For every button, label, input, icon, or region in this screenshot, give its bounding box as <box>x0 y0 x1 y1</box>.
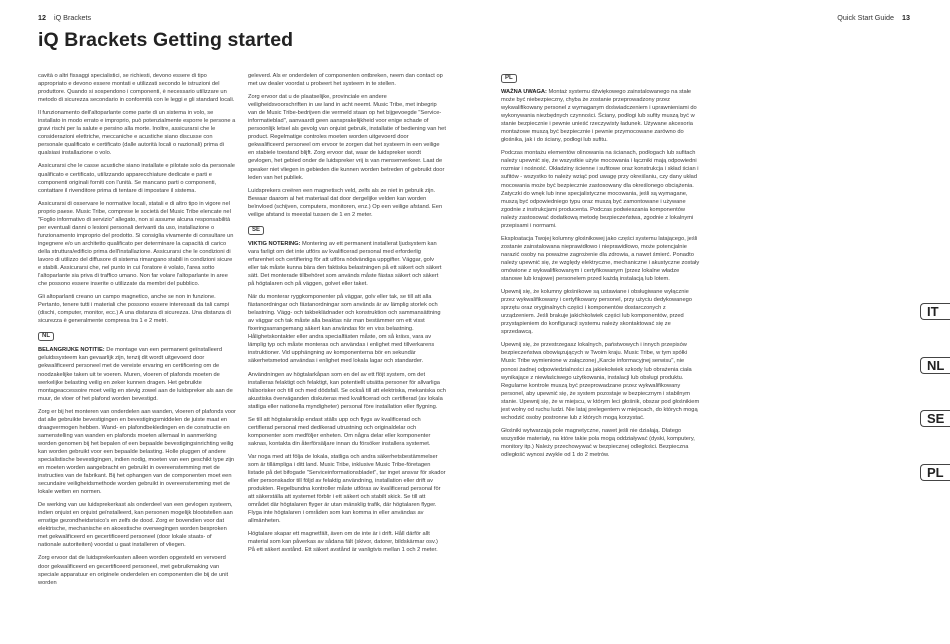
left-page-number: 12 <box>38 13 46 22</box>
paragraph <box>501 88 701 144</box>
paragraph: Głośniki wytwarzają pole magnetyczne, nawet jeśli nie działają. Dlatego wszystkie materiały, na które takie pola mogą oddziaływać (dyski, komputery, monitory itp.) Należy przechowywać w bezpiecznej odległości. Bezpieczna odległość wynosi zwykle od 1 do 2 metrów. <box>501 427 695 458</box>
paragraph: Upewnij się, że kolumny głośnikowe są ustawiane i obsługiwane wyłącznie przez wykwalifikowany i certyfikowany personel, przy użyciu dedykowanego sprzętu oraz oryginalnych części i komponentów dostarczonych z urządzeniem. Jeśli brakuje jakichkolwiek części lub komponentów, przed przystąpieniem do konfiguracji systemu należy skontaktować się ze sprzedawcą. <box>501 289 692 336</box>
paragraph: cavità o altri fissaggi specialistici, se richiesti, devono essere di tipo appropriato e devono essere montati e utilizzati secondo le istruzioni del produttore. Quando si sospendono i componenti, è necessario utilizzare un metodo di sicurezza secondario in conformità con le leggi e gli standard locali. <box>38 73 235 104</box>
paragraph-text: De montage van een permanent geïnstalleerd geluidssysteem kan gevaarlijk zijn, tenzij dit wordt uitgevoerd door gekwalificeerd personeel met de vereiste ervaring en certificering om de noodzakelijke taken uit te voeren. Muren, vloeren of plafonds moeten de werkelijke belasting veilig en zeker kunnen dragen. Het gebruikte montageaccessoire moet veilig en stevig zowel aan de luidspreker als aan de muur, de vloer of het plafond worden bevestigd. <box>38 347 233 402</box>
language-tag-pl: PL <box>501 74 517 83</box>
paragraph: Il funzionamento dell'altoparlante come parte di un sistema in volo, se installato in modo errato e improprio, può potenzialmente esporre le persone a gravi rischi per la salute e persino alla morte. Inoltre, assicurarsi che le considerazioni elettriche, meccaniche e acustiche siano discusse con personale qualificato e certificato (dalle autorità locali o nazionali) prima di qualsiasi installazione o volo. <box>38 110 236 157</box>
paragraph: Högtalare skapar ett magnetfält, även om de inte är i drift. Håll därför allt material som kan påverkas av sådana fält (skivor, datorer, bildskärmar osv.) På ett säkert avstånd. Ett säkert avstånd är vanligtvis mellan 1 och 2 meter. <box>248 531 438 554</box>
paragraph <box>38 346 236 402</box>
column-3 <box>501 72 701 464</box>
paragraph: Zorg ervoor dat de luidsprekerkasten alleen worden opgesteld en vervoerd door gekwalificeerd en gecertificeerd personeel, met gebruikmaking van speciale apparatuur en originele onderdelen en componenten die bij de unit worden <box>38 555 229 586</box>
page-title: iQ Brackets Getting started <box>38 29 294 51</box>
important-note-label: VIKTIG NOTERING: <box>248 240 301 247</box>
paragraph: Upewnij się, że przestrzegasz lokalnych, państwowych i innych przepisów bezpieczeństwa obowiązujących w Twoim kraju. Music Tribe, w tym spółki Music Tribe wymienione w załączonej „Karcie informacyjnej serwisu", nie ponosi żadnej odpowiedzialności za jakiekolwiek szkody lub obrażenia ciała wynikające z niewłaściwego użytkowania, instalacji lub obsługi produktu. Regularne kontrole muszą być przeprowadzane przez wykwalifikowany personel, aby upewnić się, że system pozostaje w bezpiecznym i stabilnym stanie. Upewnij się, że w miejscu, w którym leci głośnik, obszar pod głośnikiem jest wolny od ruchu ludzi. Nie lataj prelegentem w miejscach, do których mogą wchodzić osoby postronne lub z których mogą korzystać. <box>501 342 700 421</box>
paragraph: Se till att högtalarskåp endast ställs upp och flygs av kvalificerad och certifierad personal med dedikerad utrustning och originaldelar och komponenter som medföljer enheten. Om några delar eller komponenter saknas, kontakta din återförsäljare innan du försöker installera systemet. <box>248 416 431 447</box>
language-tab-it[interactable]: IT <box>920 303 950 320</box>
left-header-title: iQ Brackets <box>54 13 92 22</box>
right-page-number: 13 <box>902 13 910 22</box>
right-page-header <box>837 13 910 22</box>
paragraph: När du monterar ryggkomponenter på väggar, golv eller tak, se till att alla fästanordningar och fästanordningar som används är av lämplig storlek och belastning. Vägg- och takbeklädnader och konstruktion och sammansättning av väggar och tak måste alla beaktas när man bestämmer om ett visst fixeringsarrangemang säkert kan användas för en viss belastning. Hålighetskontakter eller andra specialfästen måste, om så krävs, vara av lämplig typ och måste monteras och användas i enlighet med tillverkarens instruktioner. Vid upphängning av komponenterna bör en sekundär säkerhetsmetod användas i enlighet med lokala lagar och standarder. <box>248 294 441 365</box>
paragraph-text: Montering av ett permanent installerat ljudsystem kan vara farligt om det inte utförs av kvalificerad personal med erforderlig erfarenhet och certifiering för att utföra nödvändiga uppgifter. Väggar, golv eller tak måste kunna bära den faktiska belastningen på ett säkert och säkert sätt. Det monterade tillbehöret som används måste fästas säkert och säkert på högtalaren och på väggen, golvet eller taket. <box>248 240 442 288</box>
paragraph-text: Montaż systemu dźwiękowego zainstalowanego na stałe może być niebezpieczny, chyba że zostanie przeprowadzony przez wykwalifikowany personel z wymaganym doświadczeniem i uprawnieniami do wykonywania niezbędnych czynności. Ściany, podłogi lub sufity muszą być w stanie bezpiecznie i pewnie unieść rzeczywisty ładunek. Używane akcesoria montażowe muszą być bezpiecznie i pewnie przymocowane zarówno do głośnika, jak i do ściany, podłogi lub sufitu. <box>501 89 697 144</box>
language-tab-se[interactable]: SE <box>920 410 950 427</box>
column-1 <box>38 72 236 592</box>
paragraph: Podczas montażu elementów olinowania na ścianach, podłogach lub sufitach należy upewnić się, że wszystkie użyte mocowania i łączniki mają odpowiedni rozmiar i nośność. Okładziny ścienne i sufitowe oraz konstrukcja i skład ścian i sufitów - wszystko to należy wziąć pod uwagę przy określaniu, czy dany układ mocowania może być bezpiecznie zastosowany dla określonego obciążenia. Zatyczki do wnęk lub inne specjalistyczne mocowania, jeśli są wymagane, muszą być odpowiedniego typu oraz muszą być zamontowane i używane zgodnie z instrukcjami producenta. Podczas podwieszania komponentów należy zastosować dodatkową metodę bezpieczeństwa, zgodnie z lokalnymi przepisami i normami. <box>501 150 699 229</box>
paragraph: De werking van uw luidsprekerkast als onderdeel van een gevlogen systeem, indien onjuist en onjuist geïnstalleerd, kan personen mogelijk blootstellen aan ernstige gezondheidsrisico's en zelfs de dood. Zorg er bovendien voor dat elektrische, mechanische en akoestische overwegingen worden besproken met gekwalificeerd en gecertificeerd personeel (door lokale staats- of nationale autoriteiten) voordat u gaat installeren of vliegen. <box>38 502 233 549</box>
important-note-label: BELANGRIJKE NOTITIE: <box>38 347 105 354</box>
paragraph: Zorg ervoor dat u de plaatselijke, provinciale en andere veiligheidsvoorschriften in uw land in acht neemt. Music Tribe, met inbegrip van de Music Tribe-bedrijven die vermeld staan op het bijgevoegde "Service-informatieblad", aanvaardt geen aansprakelijkheid voor enige schade of persoonlijk letsel als gevolg van onjuist gebruik, installatie of bediening van het product. Regelmatige controles moeten worden uitgevoerd door gekwalificeerd personeel om ervoor te zorgen dat het systeem in een veilige en stabiele toestand blijft. Zorg ervoor dat, waar de luidspreker wordt gevlogen, het gebied onder de luidspreker vrij is van mensenverkeer. Laat de speaker niet vliegen in gebieden die kunnen worden betreden of gebruikt door leden van het publiek. <box>248 94 446 181</box>
right-header-title: Quick Start Guide <box>837 13 894 22</box>
paragraph <box>248 240 446 288</box>
language-tag-nl: NL <box>38 332 54 341</box>
paragraph: Användningen av högtalarkåpan som en del av ett flöjt system, om det installeras felaktigt och felaktigt, kan potentiellt utsätta personer för allvarliga hälsorisker och till och med dödsfall. Se också till att elektriska, mekaniska och akustiska överväganden diskuteras med kvalificerad och certifierad (av lokala statliga eller nationella myndigheter) personal före installation eller flygning. <box>248 371 446 410</box>
paragraph: Luidsprekers creëren een magnetisch veld, zelfs als ze niet in gebruik zijn. Bewaar daarom al het materiaal dat door dergelijke velden kan worden beïnvloed (schijven, computers, monitoren, enz.) Op een veilige afstand. Een veilige afstand is meestal tussen de 1 en 2 meter. <box>248 187 443 218</box>
column-2 <box>248 72 446 559</box>
paragraph: Eksploatacja Twojej kolumny głośnikowej jako części systemu latającego, jeśli zostanie zainstalowana nieprawidłowo i nieprawidłowo, może potencjalnie narazić osoby na poważne zagrożenie dla zdrowia, a nawet śmierć. Ponadto należy upewnić się, że względy elektryczne, mechaniczne i akustyczne zostały omówione z wykwalifikowanym i certyfikowanym (przez lokalne władze stanowe lub krajowe) personelem przed każdą instalacją lub lotem. <box>501 235 700 283</box>
language-tab-pl[interactable]: PL <box>920 464 950 481</box>
paragraph: geleverd. Als er onderdelen of componenten ontbreken, neem dan contact op met uw dealer voordat u probeert het systeem in te stellen. <box>248 73 443 88</box>
important-note-label: WAŻNA UWAGA: <box>501 89 547 95</box>
paragraph: Assicurarsi di osservare le normative locali, statali e di altro tipo in vigore nel proprio paese. Music Tribe, comprese le società del Music Tribe elencate nel "Foglio informativo di servizio" allegato, non si assume alcuna responsabilità per eventuali danni o lesioni personali derivanti da uso, installazione o funzionamento improprio del prodotto. Si consiglia vivamente di consultare un ingegnere e/o un architetto qualificato per determinare la capacità di carico della struttura/edificio prima dell'installazione. Assicurarsi che le condizioni di lavoro di utilizzo del diffusore di sistema rimangano stabili in condizioni sicure e stabili. Assicurarsi che, nel punto in cui l'oratore è volato, l'area sotto l'altoparlante sia priva di traffico umano. Non far volare l'altoparlante in aree che possono essere inserite o utilizzate da membri del pubblico. <box>38 200 234 288</box>
left-page-header <box>38 13 91 22</box>
paragraph: Assicurarsi che le casse acustiche siano installate e pilotate solo da personale qualificato e certificato, utilizzando apparecchiature dedicate e parti e componenti originali forniti con l'unità. Se mancano parti o componenti, contattare il rivenditore prima di tentare di impostare il sistema. <box>38 163 235 194</box>
language-tag-se: SE <box>248 226 264 235</box>
paragraph: Gli altoparlanti creano un campo magnetico, anche se non in funzione. Pertanto, tenere tutti i materiali che possono essere interessati da tali campi (dischi, computer, monitor, ecc.) A una distanza di sicurezza. Una distanza di sicurezza è generalmente compresa tra 1 e 2 metri. <box>38 294 231 325</box>
paragraph: Zorg er bij het monteren van onderdelen aan wanden, vloeren of plafonds voor dat alle gebruikte bevestigingen en bevestigingsmiddelen de juiste maat en draagvermogen hebben. Wand- en plafondbekledingen en de constructie en samenstelling van wanden en plafonds moeten allemaal in aanmerking worden genomen bij het bepalen of een bepaalde bevestigingsinrichting veilig kan worden gebruikt voor een bepaalde belasting. Holle pluggen of andere specialistische bevestigingen, indien nodig, moeten van een geschikt type zijn en moeten worden aangebracht en gebruikt in overeenstemming met de instructies van de fabrikant. Bij het ophangen van de componenten moet een secundaire veiligheidsmethode worden gebruikt in overeenstemming met de lokale wetten en normen. <box>38 408 236 496</box>
paragraph: Var noga med att följa de lokala, statliga och andra säkerhetsbestämmelser som är tillämpliga i ditt land. Music Tribe, inklusive Music Tribe-företagen listade på det bifogade "Serviceinformationsbladet", tar inget ansvar för skador eller personskador till följd av felaktig användning, installation eller drift av produkten. Regelbundna kontroller måste utföras av kvalificerad personal för att säkerställa att systemet förblir i ett säkert och stabilt skick. Se till att området där högtalaren flyger är utan mänsklig trafik, där högtalaren flyger. Flyga inte högtalaren i områden som kan komma in eller användas av allmänheten. <box>248 453 446 525</box>
language-tab-nl[interactable]: NL <box>920 357 950 374</box>
